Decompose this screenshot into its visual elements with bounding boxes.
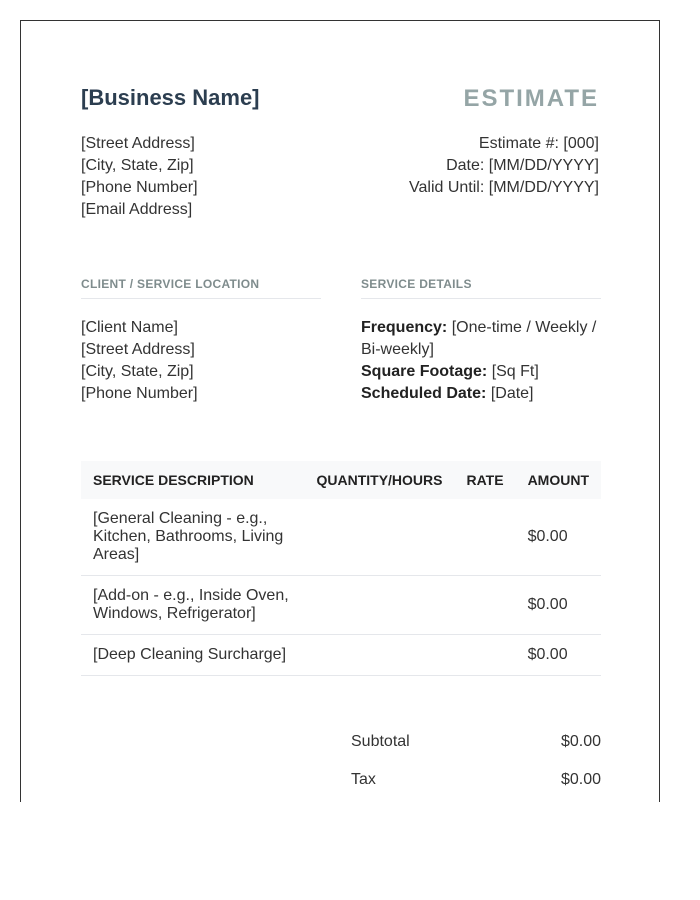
row-rate — [454, 635, 515, 676]
client-info — [81, 317, 198, 405]
row-amount: $0.00 — [516, 576, 601, 635]
header-description: SERVICE DESCRIPTION — [81, 461, 304, 499]
client-section-heading: CLIENT / SERVICE LOCATION — [81, 277, 321, 299]
client-line: [Phone Number] — [81, 385, 198, 402]
row-description: [General Cleaning - e.g., Kitchen, Bathrooms, Living Areas] — [81, 499, 304, 576]
row-quantity — [304, 499, 454, 576]
header-amount: AMOUNT — [516, 461, 601, 499]
table-header-row — [81, 461, 601, 499]
header-quantity: QUANTITY/HOURS — [304, 461, 454, 499]
estimate-meta — [409, 133, 599, 199]
row-rate — [454, 576, 515, 635]
service-details — [361, 317, 606, 405]
client-line: [Street Address] — [81, 341, 195, 358]
row-rate — [454, 499, 515, 576]
business-name: [Business Name] — [81, 85, 260, 110]
tax-value: $0.00 — [560, 771, 601, 788]
service-section-heading: SERVICE DETAILS — [361, 277, 601, 299]
header-rate: RATE — [454, 461, 515, 499]
address-line: [Street Address] — [81, 135, 195, 152]
client-line: [Client Name] — [81, 319, 178, 336]
square-footage: Square Footage: [Sq Ft] — [361, 363, 539, 380]
tax-label: Tax — [351, 771, 376, 788]
scheduled-date: Scheduled Date: [Date] — [361, 385, 534, 402]
row-quantity — [304, 576, 454, 635]
business-address — [81, 133, 198, 221]
row-amount: $0.00 — [516, 635, 601, 676]
table-row — [81, 635, 601, 676]
frequency: Frequency: [One-time / Weekly / Bi-weekly] — [361, 319, 597, 358]
client-line: [City, State, Zip] — [81, 363, 194, 380]
address-line: [City, State, Zip] — [81, 157, 194, 174]
row-quantity — [304, 635, 454, 676]
estimate-number: Estimate #: [000] — [478, 135, 599, 152]
row-amount: $0.00 — [516, 499, 601, 576]
table-row — [81, 576, 601, 635]
address-line: [Email Address] — [81, 201, 193, 218]
line-items-table — [81, 461, 601, 676]
address-line: [Phone Number] — [81, 179, 198, 196]
estimate-date: Date: [MM/DD/YYYY] — [446, 157, 599, 174]
estimate-page — [20, 20, 660, 802]
row-description: [Add-on - e.g., Inside Oven, Windows, Refrigerator] — [81, 576, 304, 635]
valid-until: Valid Until: [MM/DD/YYYY] — [409, 179, 599, 196]
document-title: ESTIMATE — [463, 85, 599, 112]
table-row — [81, 499, 601, 576]
subtotal-value: $0.00 — [560, 733, 601, 750]
row-description: [Deep Cleaning Surcharge] — [81, 635, 304, 676]
subtotal-label: Subtotal — [351, 733, 410, 750]
